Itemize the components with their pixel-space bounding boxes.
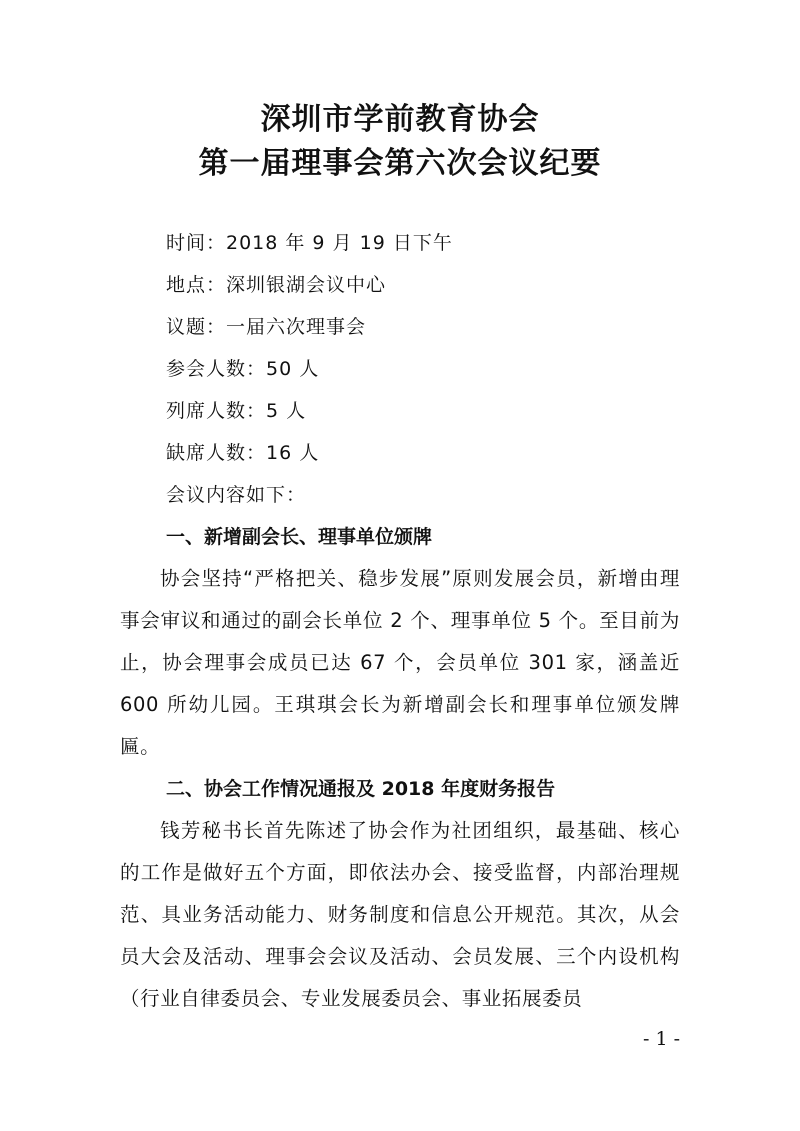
meta-place: 地点：深圳银湖会议中心: [166, 274, 387, 296]
meta-observers: 列席人数：5 人: [166, 400, 307, 422]
meta-topic: 议题：一届六次理事会: [166, 316, 367, 338]
meta-contents-intro: 会议内容如下：: [166, 484, 307, 506]
document-title-meeting: 第一届理事会第六次会议纪要: [198, 146, 602, 181]
section-1-heading: 一、新增副会长、理事单位颁牌: [166, 526, 433, 548]
document-title-organization: 深圳市学前教育协会: [260, 102, 540, 137]
meta-attendees: 参会人数：50 人: [166, 358, 320, 380]
section-2-body: 钱芳秘书长首先陈述了协会作为社团组织，最基础、核心的工作是做好五个方面，即依法办会、接受监督，内部治理规范、具业务活动能力、财务制度和信息公开规范。其次，从会员大会及活动、理事会会议及活动、会员发展、三个内设机构（行业自律委员会、专业发展委员会、事业拓展委员: [120, 819, 680, 1010]
meta-time: 时间：2018 年 9 月 19 日下午: [166, 232, 453, 254]
meta-absent: 缺席人数：16 人: [166, 442, 320, 464]
section-1-body: 协会坚持“严格把关、稳步发展”原则发展会员，新增由理事会审议和通过的副会长单位 2 个、理事单位 5 个。至目前为止，协会理事会成员已达 67 个，会员单位 301 家，涵盖近 600 所幼儿园。王琪琪会长为新增副会长和理事单位颁发牌匾。: [120, 567, 680, 758]
section-2-heading: 二、协会工作情况通报及 2018 年度财务报告: [166, 778, 556, 800]
page-number: - 1 -: [642, 1028, 680, 1050]
